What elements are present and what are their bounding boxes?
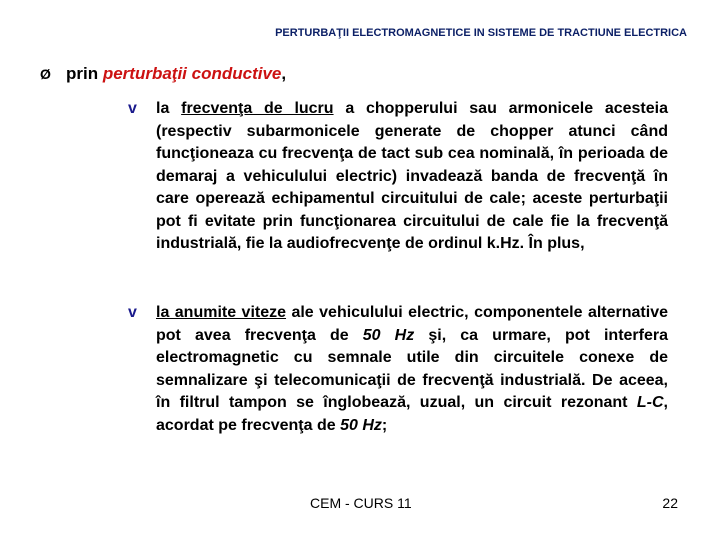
bullet-suffix: , <box>281 64 287 83</box>
diamond-bullet-icon: v <box>128 304 137 321</box>
sub-bullet-1 <box>128 98 669 256</box>
item-2-italic-2: L-C <box>636 394 664 411</box>
item-1-underlined: frecvenţa de lucru <box>181 100 334 117</box>
page-number: 22 <box>662 495 678 511</box>
main-bullet <box>40 64 286 84</box>
bullet-prefix: prin <box>66 64 103 83</box>
diamond-bullet-icon: v <box>128 100 137 117</box>
item-2-underlined: la anumite viteze <box>156 304 287 321</box>
sub-bullet-2 <box>128 302 668 437</box>
item-1-text: a chopperului sau armonicele acesteia (respectiv subarmonicele generate de chopper atunci când funcţioneaza cu frecvenţa de tact sub cea nominală, în perioada de demaraj a vehiculului electric) invadează banda de frecvenţă în care operează echipamentul circuitului de cale; aceste perturbaţii pot fi evitate prin funcţionarea circuitului de cale fie la frecvenţă industrială, fie la audiofrecvenţe de ordinul k.Hz. În plus, <box>156 100 669 252</box>
item-2-text-2: şi, ca urmare, pot interfera electromagnetic cu semnale utile din circuitele conexe de semnalizare şi telecomunicaţii de frecvenţă industrială. De aceea, în filtrul tampon se înglobează, uzual, un circuit rezonant <box>156 326 668 411</box>
item-1-lead: la <box>156 100 170 117</box>
arrow-bullet-icon: Ø <box>40 66 51 82</box>
item-2-italic-1: 50 Hz <box>362 326 415 344</box>
slide-header: PERTURBAŢII ELECTROMAGNETICE IN SISTEME DE TRACTIUNE ELECTRICA <box>275 27 687 39</box>
item-2-text-4: ; <box>381 416 388 434</box>
footer-course: CEM - CURS 11 <box>310 495 412 511</box>
item-2-text-3: , acordat pe frecvenţa de <box>156 394 668 434</box>
item-2-italic-3: 50 Hz <box>340 416 382 434</box>
item-2-text-1: ale vehiculului electric, componentele alternative pot avea frecvenţa de <box>156 304 668 344</box>
bullet-highlight: perturbaţii conductive <box>102 64 282 83</box>
